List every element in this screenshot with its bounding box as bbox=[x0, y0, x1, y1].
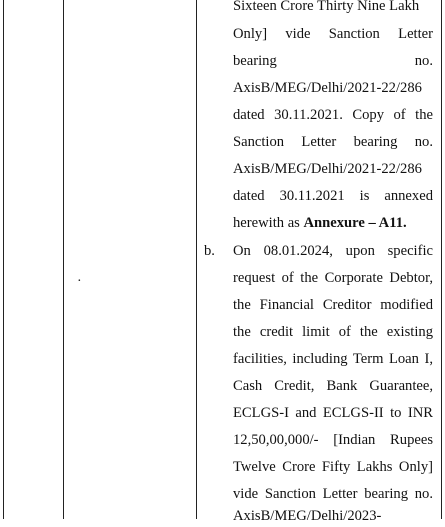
text-line: Sixteen Crore Thirty Nine Lakh bbox=[233, 0, 420, 14]
text-line-annexure bbox=[233, 212, 433, 234]
text-line: AxisB/MEG/Delhi/2021-22/286 bbox=[233, 161, 422, 177]
table-border-left bbox=[3, 0, 4, 519]
text-line: facilities, including Term Loan I, bbox=[233, 351, 433, 367]
text-line: Only] vide Sanction Letter bbox=[233, 26, 433, 42]
annexure-ref: Annexure – A11. bbox=[303, 215, 407, 231]
stray-mark: · bbox=[77, 274, 82, 289]
item-b-marker: b. bbox=[204, 243, 215, 259]
text-line: the Financial Creditor modified bbox=[233, 297, 433, 313]
text-line: ECLGS-I and ECLGS-II to INR bbox=[233, 405, 433, 421]
text-line: Sanction Letter bearing no. bbox=[233, 134, 433, 150]
text-line: dated 30.11.2021. Copy of the bbox=[233, 107, 433, 123]
text-line: request of the Corporate Debtor, bbox=[233, 270, 433, 286]
text-line: Cash Credit, Bank Guarantee, bbox=[233, 378, 433, 394]
text-line: AxisB/MEG/Delhi/2021-22/286 bbox=[233, 80, 422, 96]
text-line: vide Sanction Letter bearing no. bbox=[233, 486, 433, 502]
text-line: dated 30.11.2021 is annexed bbox=[233, 188, 433, 204]
text-line: 12,50,00,000/- [Indian Rupees bbox=[233, 432, 433, 448]
text-line: bearing no. bbox=[233, 53, 433, 69]
text-line: the credit limit of the existing bbox=[233, 324, 433, 340]
text-line: AxisB/MEG/Delhi/2023- bbox=[233, 508, 382, 524]
text-line: On 08.01.2024, upon specific bbox=[233, 243, 433, 259]
text-line: Twelve Crore Fifty Lakhs Only] bbox=[233, 459, 433, 475]
table-column-divider-2 bbox=[196, 0, 197, 519]
table-border-right bbox=[441, 0, 442, 519]
annexure-prefix: herewith as bbox=[233, 215, 304, 231]
table-column-divider-1 bbox=[63, 0, 64, 519]
